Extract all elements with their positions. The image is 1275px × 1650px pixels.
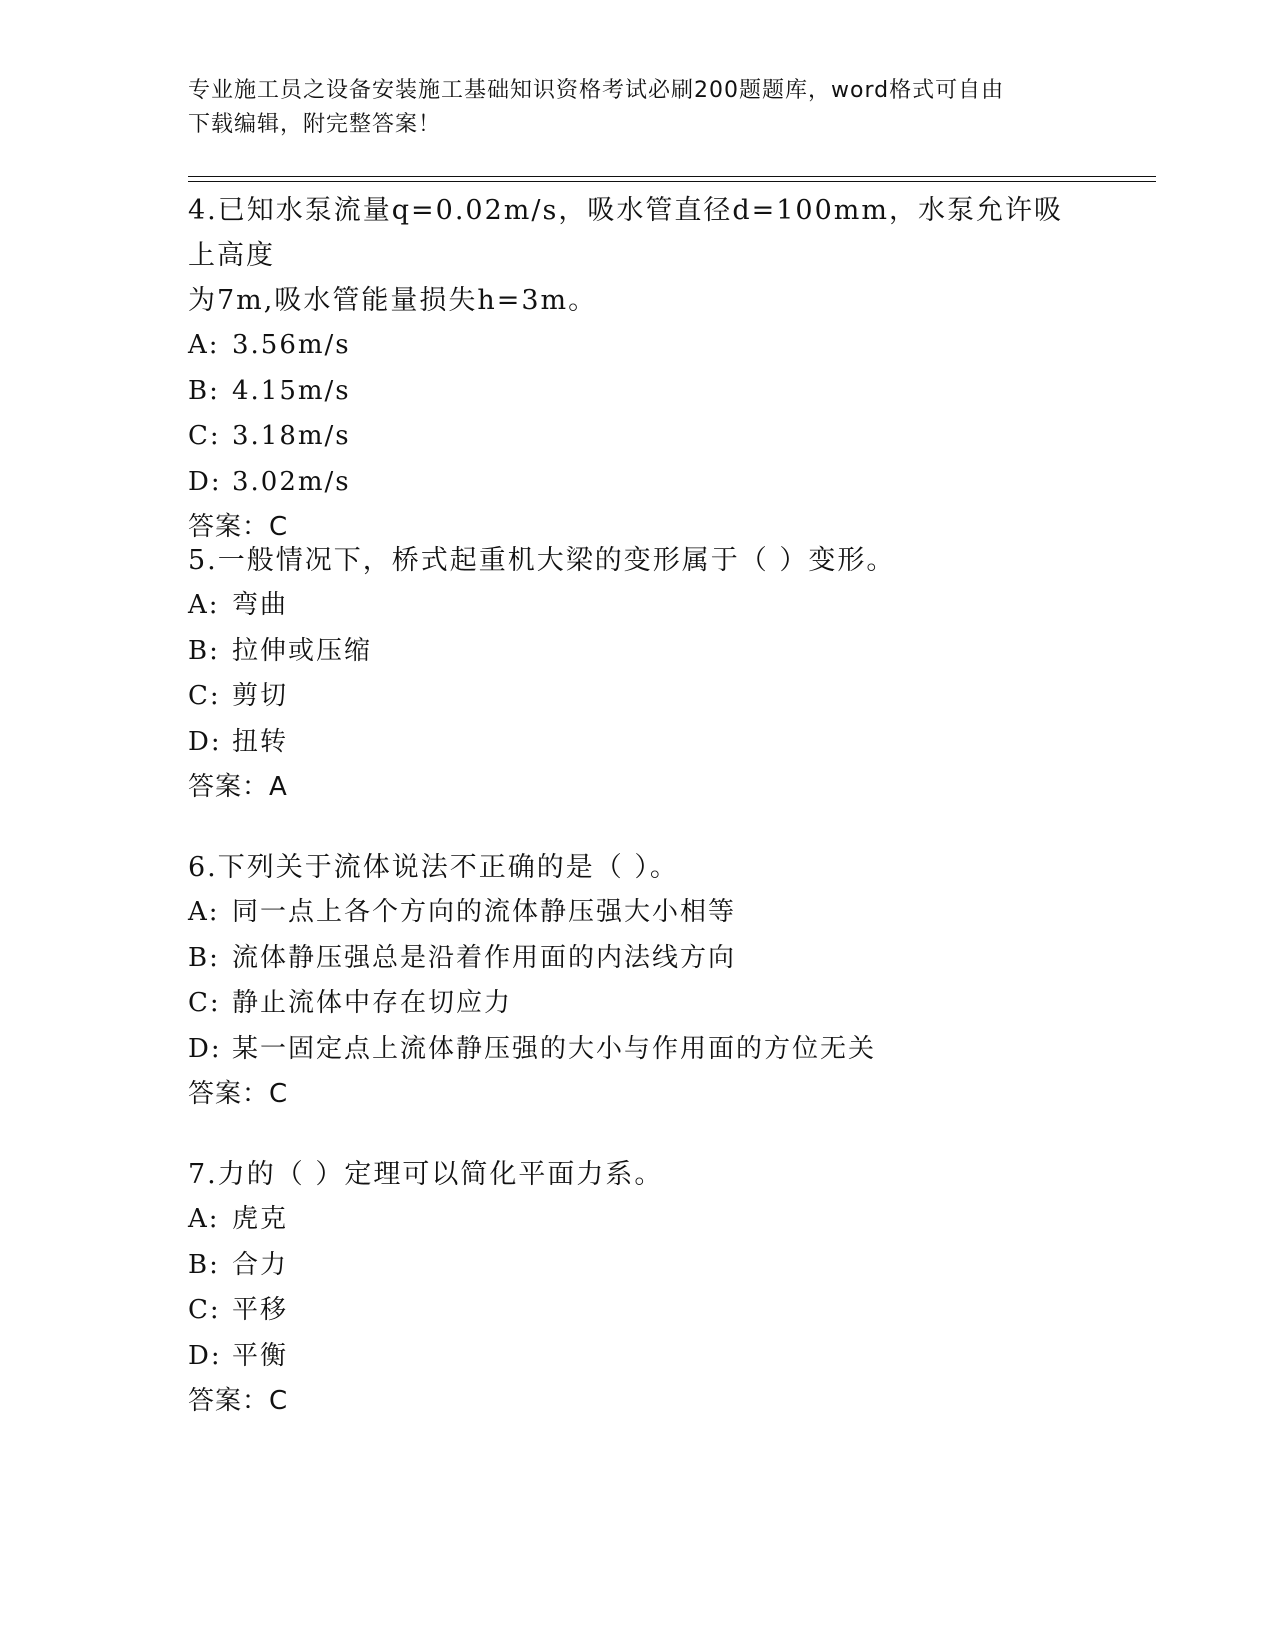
option-text: 平衡 [232,1340,289,1371]
answer-line: 答案：C [188,512,289,542]
option-letter: A: [188,330,220,360]
option-text: 流体静压强总是沿着作用面的内法线方向 [232,942,737,973]
option-letter: D: [188,466,222,497]
option-text: 剪切 [232,681,289,711]
option-text: 3.18m/s [232,421,351,451]
option-d [188,460,1088,506]
question-stem-line-1: 4.已知水泵流量q=0.02m/s，吸水管直径d=100mm，水泵允许吸上高度 [188,195,1063,271]
document-header [188,74,1078,142]
question-5 [188,538,1088,810]
option-b [188,1243,1088,1289]
option-letter: D: [188,726,222,757]
option-a [188,1197,1088,1243]
option-b [188,369,1088,415]
header-line-1: 专业施工员之设备安装施工基础知识资格考试必刷200题题库，word格式可自由 [188,78,1005,103]
header-divider-bottom [188,181,1156,182]
option-text: 3.02m/s [232,466,351,497]
question-stem-line-1: 6.下列关于流体说法不正确的是（ ）。 [188,852,679,883]
option-text: 同一点上各个方向的流体静压强大小相等 [232,897,737,927]
question-stem-line-1: 7.力的（ ）定理可以简化平面力系。 [188,1159,664,1190]
option-text: 虎克 [232,1204,289,1234]
option-text: 合力 [232,1249,289,1280]
answer-line: 答案：A [188,772,288,802]
option-b [188,629,1088,675]
option-d [188,1334,1088,1380]
option-letter: D: [188,1340,222,1371]
option-c [188,414,1088,460]
option-text: 静止流体中存在切应力 [232,988,513,1018]
option-b [188,936,1088,982]
question-7 [188,1152,1088,1424]
option-text: 3.56m/s [232,330,351,360]
option-text: 扭转 [232,726,289,757]
answer-line: 答案：C [188,1386,289,1416]
question-stem-line-2: 为7m,吸水管能量损失h=3m。 [188,285,598,316]
option-a [188,890,1088,936]
option-c [188,1288,1088,1334]
option-letter: A: [188,1204,220,1234]
option-c [188,674,1088,720]
option-letter: C: [188,1295,221,1325]
question-4 [188,188,1088,550]
answer-line: 答案：C [188,1079,289,1109]
option-letter: C: [188,988,221,1018]
option-letter: A: [188,897,220,927]
option-text: 4.15m/s [232,375,351,406]
option-text: 弯曲 [232,590,289,620]
option-letter: B: [188,375,220,406]
option-c [188,981,1088,1027]
option-letter: B: [188,1249,220,1280]
header-divider-top [188,176,1156,177]
option-d [188,1027,1088,1073]
option-letter: D: [188,1033,222,1064]
header-line-2: 下载编辑，附完整答案！ [188,112,442,137]
option-text: 拉伸或压缩 [232,635,373,666]
option-text: 平移 [232,1295,289,1325]
question-6 [188,845,1088,1117]
option-text: 某一固定点上流体静压强的大小与作用面的方位无关 [232,1033,877,1064]
option-a [188,583,1088,629]
option-letter: A: [188,590,220,620]
question-stem-line-1: 5.一般情况下，桥式起重机大梁的变形属于（ ）变形。 [188,545,896,576]
option-a [188,323,1088,369]
option-letter: B: [188,942,220,973]
option-letter: C: [188,421,221,451]
option-d [188,720,1088,766]
option-letter: B: [188,635,220,666]
option-letter: C: [188,681,221,711]
